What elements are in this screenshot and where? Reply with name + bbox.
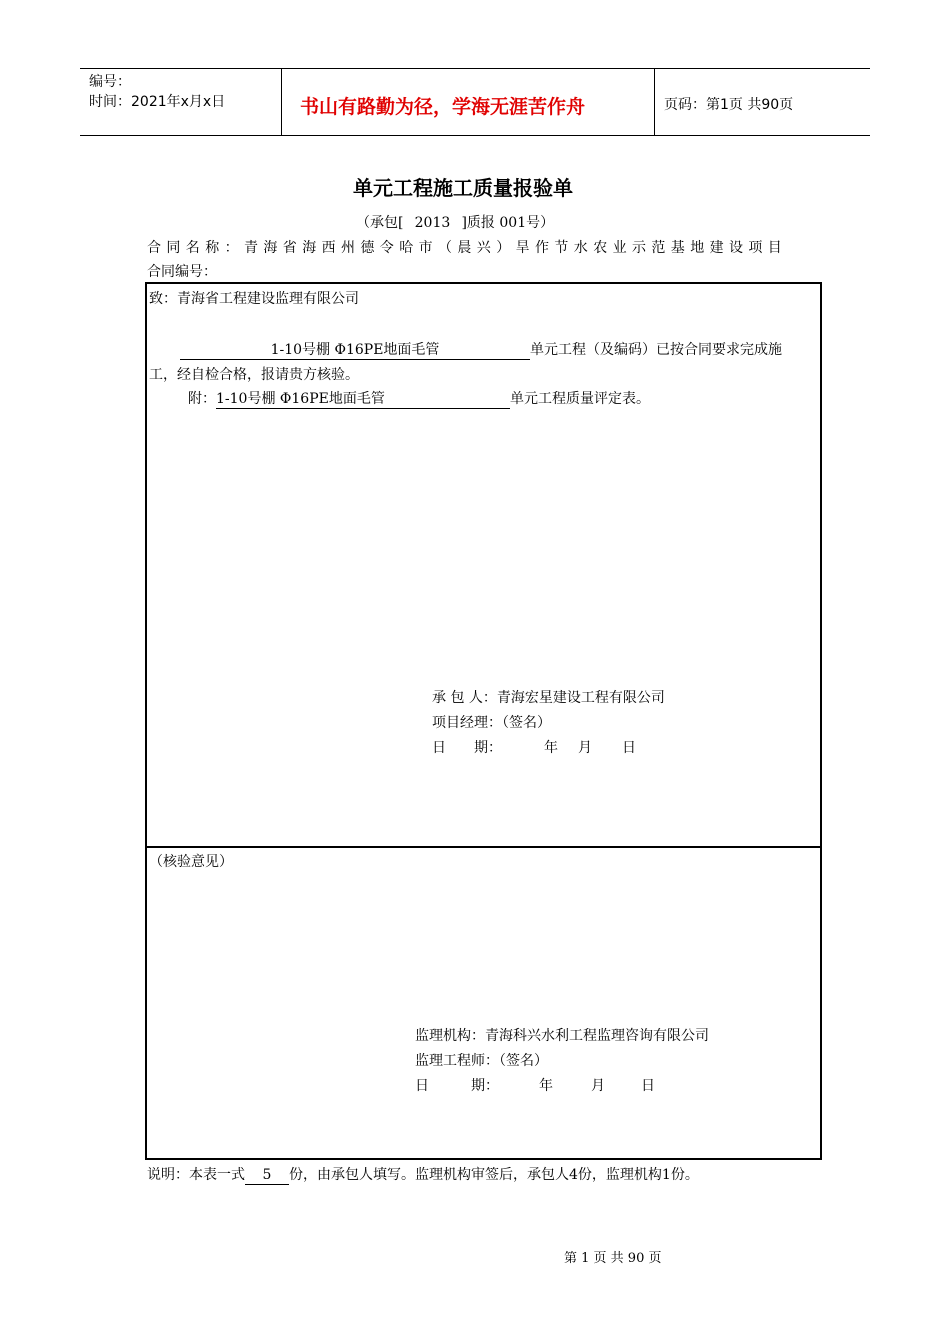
contractor-name: 承 包 人：青海宏星建设工程有限公司 <box>432 690 665 706</box>
header-divider-left <box>281 68 282 136</box>
ref-year: 2013 <box>414 215 451 231</box>
header-time-label: 时间：2021年x月x日 <box>89 94 226 110</box>
body-line-1 <box>180 339 782 360</box>
supervisor-date <box>415 1075 655 1095</box>
header-top-rule <box>80 68 870 69</box>
body-line-2: 工，经自检合格，报请贵方核验。 <box>149 367 359 383</box>
review-opinion-label: （核验意见） <box>149 854 233 870</box>
form-note <box>147 1164 699 1185</box>
contract-number-label: 合同编号： <box>147 264 217 280</box>
ref-open: （承包[ <box>356 215 404 231</box>
header-motto: 书山有路勤为径，学海无涯苦作舟 <box>300 96 586 118</box>
note-copies-field: 5 <box>245 1167 289 1185</box>
contractor-date-year: 年 <box>544 740 558 756</box>
unit-project-field: 1-10号棚 Φ16PE地面毛管 <box>180 342 530 360</box>
attachment-field: 1-10号棚 Φ16PE地面毛管 <box>216 391 510 409</box>
footer-page-number: 第 1 页 共 90 页 <box>564 1251 662 1266</box>
supervisor-engineer-signature: 监理工程师：（签名） <box>415 1053 548 1069</box>
body-line-1-suffix: 单元工程（及编码）已按合同要求完成施 <box>530 342 782 358</box>
addressee-line: 致：青海省工程建设监理有限公司 <box>149 291 359 307</box>
contractor-date-day: 日 <box>622 740 636 756</box>
supervisor-date-year: 年 <box>539 1078 553 1094</box>
contract-name: 合同名称：青海省海西州德令哈市（晨兴）旱作节水农业示范基地建设项目 <box>147 240 788 256</box>
ref-close: ]质报 001号） <box>461 215 555 231</box>
attachment-label: 附： <box>188 391 216 407</box>
supervisor-date-label: 日 期： <box>415 1078 499 1094</box>
supervisor-organization: 监理机构：青海科兴水利工程监理咨询有限公司 <box>415 1028 709 1044</box>
header-bottom-rule <box>80 135 870 136</box>
contractor-date <box>432 737 636 757</box>
attachment-suffix: 单元工程质量评定表。 <box>510 391 650 407</box>
contractor-date-month: 月 <box>578 740 592 756</box>
form-reference-number <box>356 212 554 232</box>
form-title: 单元工程施工质量报验单 <box>353 176 573 200</box>
header-code-label: 编号： <box>89 74 131 90</box>
project-manager-signature: 项目经理：（签名） <box>432 715 551 731</box>
attachment-line <box>188 388 650 409</box>
header-page-label: 页码：第1页 共90页 <box>664 97 794 113</box>
review-box <box>145 846 822 1160</box>
header-divider-right <box>654 68 655 136</box>
note-prefix: 说明：本表一式 <box>147 1167 245 1183</box>
contractor-date-label: 日 期： <box>432 740 502 756</box>
supervisor-date-day: 日 <box>641 1078 655 1094</box>
note-suffix: 份，由承包人填写。监理机构审签后，承包人4份，监理机构1份。 <box>289 1167 699 1183</box>
supervisor-date-month: 月 <box>591 1078 605 1094</box>
